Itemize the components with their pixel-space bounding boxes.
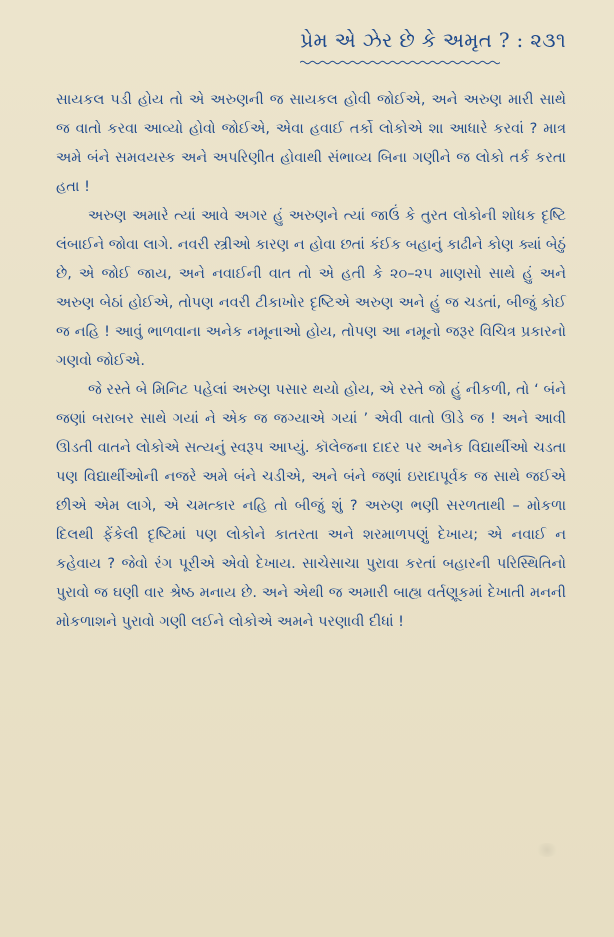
running-head: પ્રેમ એ ઝેર છે કે અમૃત ? : ૨૩૧ — [300, 28, 566, 52]
paragraph-3: જે રસ્તે બે મિનિટ પહેલાં અરુણ પસાર થયો હોય, એ રસ્તે જો હું નીકળી, તો ‘ બંને જણાં બરાબર સાથે ગયાં ને એક જ જગ્યાએ ગયાં ’ એવી વાતો ઊડે જ ! અને આવી ઊડતી વાતને લોકોએ સત્યનું સ્વરૂપ આપ્યું. કૉલેજના દાદર પર અનેક વિદ્યાર્થીઓ ચડતા પણ વિદ્યાર્થીઓની નજરે અમે બંને ચડીએ, અને બંને જણાં ઇરાદાપૂર્વક જ સાથે જઈએ છીએ એમ લાગે, એ ચમત્કાર નહિ તો બીજું શું ? અરુણ ભણી સરળતાથી – મોકળા દિલથી ફેંકેલી દૃષ્ટિમાં પણ લોકોને કાતરતા અને શરમાળપણું દેખાય; એ નવાઈ ન કહેવાય ? જેવો રંગ પૂરીએ એવો દેખાય. સાચેસાચા પુરાવા કરતાં બહારની પરિસ્થિતિનો પુરાવો જ ઘણી વાર શ્રેષ્ઠ મનાય છે. અને એથી જ અમારી બાહ્ય વર્તણૂકમાં દેખાતી મનની મોકળાશને પુરાવો ગણી લઈને લોકોએ અમને પરણાવી દીધાં ! — [56, 382, 566, 630]
page-header — [40, 8, 574, 68]
paragraph-2: અરુણ અમારે ત્યાં આવે અગર હું અરુણને ત્યાં જાઉં કે તુરત લોકોની શોધક દૃષ્ટિ લંબાઈને જોવા લાગે. નવરી સ્ત્રીઓ કારણ ન હોવા છતાં કંઈક બહાનું કાઢીને કોણ ક્યાં બેઠું છે, એ જોઈ જાય, અને નવાઈની વાત તો એ હતી કે ૨૦–૨૫ માણસો સાથે હું અને અરુણ બેઠાં હોઈએ, તોપણ નવરી ટીકાખોર દૃષ્ટિએ અરુણ અને હું જ ચડતાં, બીજું કોઈ જ નહિ ! આવું ભાળવાના અનેક નમૂનાઓ હોય, તોપણ આ નમૂનો જરૂર વિચિત્ર પ્રકારનો ગણવો જોઈએ. — [56, 208, 566, 369]
decorative-wavy-rule — [300, 60, 500, 65]
paper-stain — [536, 843, 558, 857]
paragraph-1: સાયકલ પડી હોય તો એ અરુણની જ સાયકલ હોવી જોઈએ, અને અરુણ મારી સાથે જ વાતો કરવા આવ્યો હોવો જોઈએ, એવા હવાઈ તર્કો લોકોએ શા આધારે કરવાં ? માત્ર અમે બંને સમવયસ્ક અને અપરિણીત હોવાથી સંભાવ્ય બિના ગણીને જ લોકો તર્ક કરતા હતા ! — [56, 92, 566, 195]
body-text — [56, 86, 566, 637]
